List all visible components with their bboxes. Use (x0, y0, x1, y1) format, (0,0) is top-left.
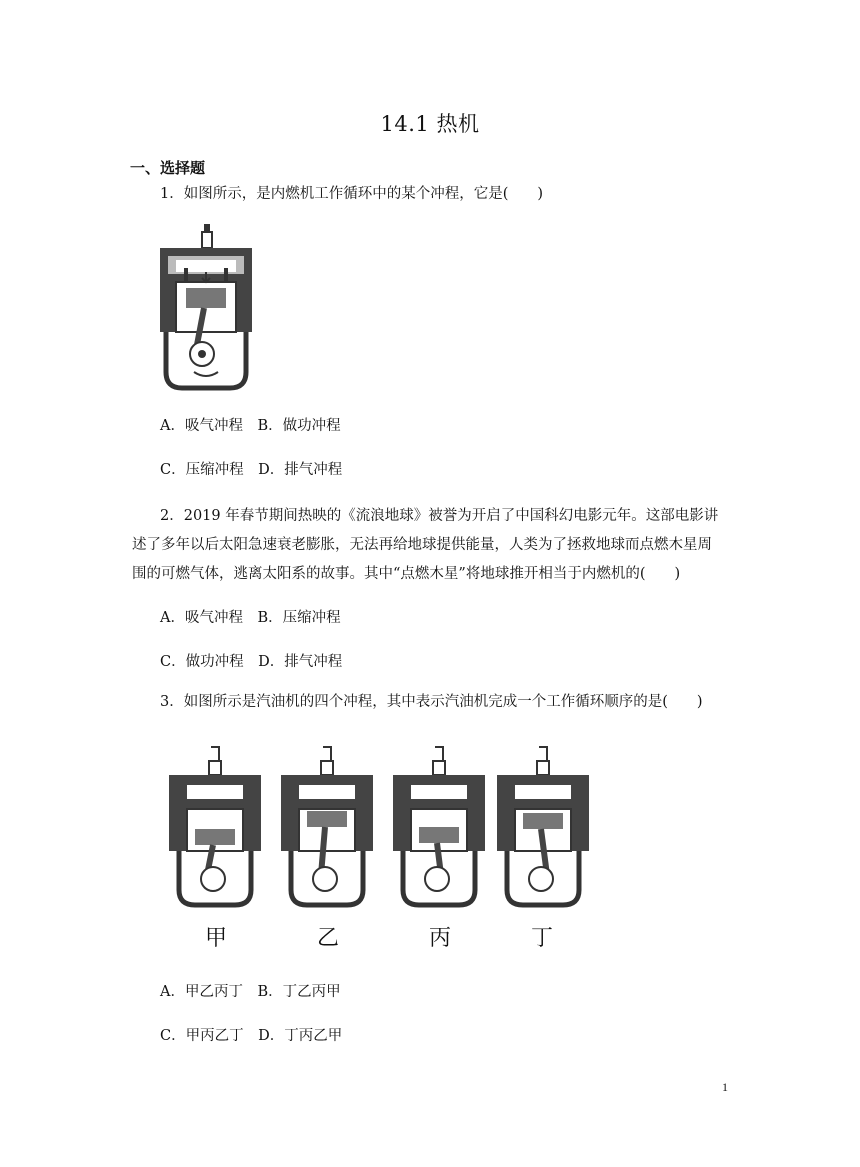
question-2-stem-line-3: 围的可燃气体，逃离太阳系的故事。其中“点燃木星”将地球推开相当于内燃机的( ) (132, 566, 681, 582)
question-1-options-c-d: C．压缩冲程 D．排气冲程 (160, 462, 343, 478)
engine-label-jia: 甲 (205, 926, 228, 951)
engine-stroke-ding-icon (493, 745, 593, 910)
engine-label-yi: 乙 (317, 926, 340, 951)
question-2-options-c-d: C．做功冲程 D．排气冲程 (160, 654, 343, 670)
question-1-options-a-b: A．吸气冲程 B．做功冲程 (160, 418, 341, 434)
engine-diagram-icon (158, 222, 254, 392)
question-1-stem: 1．如图所示，是内燃机工作循环中的某个冲程，它是( ) (160, 186, 544, 202)
section-heading: 一、选择题 (130, 159, 206, 177)
question-2-stem-line-1: 2．2019 年春节期间热映的《流浪地球》被誉为开启了中国科幻电影元年。这部电影讲 (160, 508, 719, 524)
four-stroke-diagram (165, 745, 595, 950)
question-3-stem: 3．如图所示是汽油机的四个冲程，其中表示汽油机完成一个工作循环顺序的是( ) (160, 694, 703, 710)
engine-stroke-bing-icon (389, 745, 489, 910)
question-3-options-a-b: A．甲乙丙丁 B．丁乙丙甲 (160, 984, 341, 1000)
engine-label-ding: 丁 (531, 926, 554, 951)
question-2-stem-line-2: 述了多年以后太阳急速衰老膨胀，无法再给地球提供能量，人类为了拯救地球而点燃木星周 (132, 537, 712, 553)
page-title: 14.1 热机 (380, 112, 480, 136)
question-2-options-a-b: A．吸气冲程 B．压缩冲程 (160, 610, 341, 626)
engine-stroke-jia-icon (165, 745, 265, 910)
page-number: 1 (722, 1080, 728, 1094)
engine-label-bing: 丙 (429, 926, 452, 951)
engine-stroke-yi-icon (277, 745, 377, 910)
question-3-options-c-d: C．甲丙乙丁 D．丁丙乙甲 (160, 1028, 343, 1044)
